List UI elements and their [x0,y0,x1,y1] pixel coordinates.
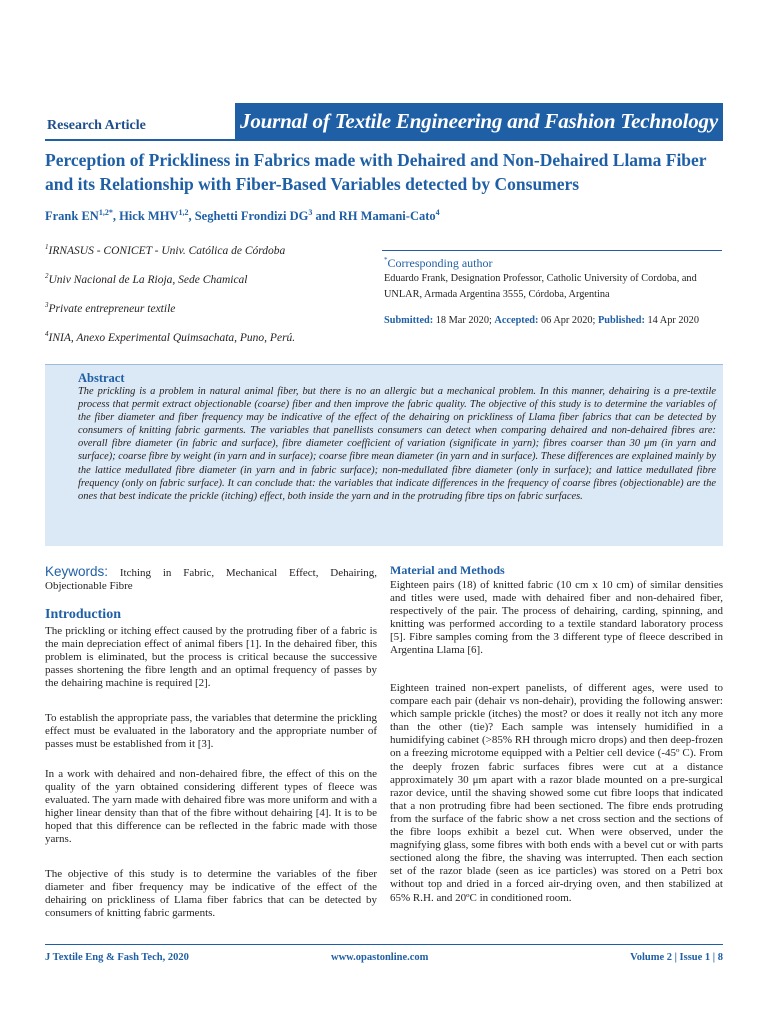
author-affiliation-mark: 1,2* [98,208,113,217]
journal-name-banner: Journal of Textile Engineering and Fashion Technology [235,103,723,139]
footer-journal-citation: J Textile Eng & Fash Tech, 2020 [45,952,189,963]
author-name: Seghetti Frondizi DG [194,209,309,224]
introduction-heading: Introduction [45,607,121,622]
keywords [45,565,377,593]
author-affiliation-mark: 1,2 [178,208,189,217]
affiliation: $^2$Univ Nacional de La Rioja, Sede Chamical [45,272,248,286]
header-divider [45,139,723,141]
keywords-label: Keywords: [45,564,109,579]
corresponding-author-details: Eduardo Frank, Designation Professor, Catholic University of Cordoba, and UNLAR, Armada Argentina 3555, Córdoba, Argentina [384,273,697,300]
methods-paragraph: Eighteen pairs (18) of knitted fabric (10 cm x 10 cm) of similar densities and titles were used, made with dehaired fiber and non-dehaired fiber, respectively of the pair. The process of dehairing, carding, spinning, and knitting was performed according to a textile standard laboratory process [5]. Fibre samples coming from the 3 different type of fleece described in Argentina Llama [6]. [390,579,723,657]
footer-website-link[interactable]: www.opastonline.com [331,952,429,963]
journal-header [45,103,723,139]
introduction-paragraph: To establish the appropriate pass, the variables that determine the prickling effect must be evaluated in the laboratory and the appropriate number of passes must be established from it [3]. [45,712,377,751]
abstract-heading: Abstract [78,371,125,385]
author-name: RH Mamani-Cato [338,209,436,224]
corresponding-author-box [382,250,722,336]
footer-divider [45,944,723,945]
author-name: Hick MHV [119,209,179,224]
affiliation: $^1$IRNASUS - CONICET - Univ. Católica de Córdoba [45,243,286,257]
keywords-text: Itching in Fabric, Mechanical Effect, Dehairing, Objectionable Fibre [45,567,377,593]
author-affiliation-mark: 3 [308,208,313,217]
submitted-date: 18 Mar 2020; [435,315,492,326]
abstract-text: The prickling is a problem in natural animal fiber, but there is no an allergic but a mechanical problem. In this manner, dehairing is a pre-textile process that permit extract objectionable (coarse) fiber and then improve the fabric quality. The objective of this study is to determine the variables of the fiber diameter and fiber frequency may be indicative of the effect of the dehairing on prickliness of Llama fiber fabrics that can be detected by consumers of knitting fabric garments. The variables that panellists consumers can detect when comparing dehaired and non-dehaired fibres are: overall fibre diameter (in fabric and surface), fibre diameter coefficient of variation (significate in yarn); fibres coarser than 30 μm (in yarn and surface); coarse fibre by weight (in yarn and in surface); coarse fibre mean diameter (in yarn and in surface). These differences are explained mainly by the lattice medullated fibre diameter (in yarn and in fabric surface); non-medullated fibre diameter (only in surface); and lattice medullated fibre frequency (only on fabric surface). It can conclude that: the variables that indicate differences in the frequency of coarse fibres (objectionable) are the ones that best indicate the prickle (itching) effect, both inside the yarn and in the protruding fibre tips on fabric surfaces. [78,386,716,502]
author-name: Frank EN [45,209,99,224]
accepted-date: 06 Apr 2020; [541,315,596,326]
author-affiliation-mark: 4 [435,208,440,217]
introduction-paragraph: The objective of this study is to determine the variables of the fiber diameter and fiber frequency may be indicative of the effect of the dehairing on prickliness of Llama fiber fabrics that can be detected by consumers of knitting fabric garments. [45,868,377,920]
introduction-paragraph: In a work with dehaired and non-dehaired fibre, the effect of this on the quality of the yarn obtained considering different types of fleece was evaluated. The yarn made with dehaired fibre was more uniform and with a higher linear density than that of the fibre without dehairing [4]. It is to be hoped that this difference can be reflected in the fabric made with those yarns. [45,768,377,846]
affiliation: $^3$Private entrepreneur textile [45,301,176,315]
published-date: 14 Apr 2020 [647,315,699,326]
abstract-box [45,364,723,546]
paper-title: Perception of Prickliness in Fabrics made with Dehaired and Non-Dehaired Llama Fiber and its Relationship with Fiber-Based Variables detected by Consumers [45,150,707,194]
affiliation: $^4$INIA, Anexo Experimental Quimsachata, Puno, Perú. [45,330,296,344]
introduction-paragraph: The prickling or itching effect caused by the protruding fiber of a fabric is the main depreciation effect of animal fibers [1]. In the dehaired fiber, this problem is eliminated, but the process is critical because the successive passes shortening the fibre length and an optimal frequency of passes by the dehairing machine is required [2]. [45,625,377,690]
publication-dates: Submitted: 18 Mar 2020; Accepted: 06 Apr 2020; Published: 14 Apr 2020 [384,315,699,326]
author-list: Frank $EN^{1,2*}$, Hick MHV$^{1,2}$, Seghetti Frondizi $DG^3$ and RH Mamani-Cato$^4$ [45,208,440,224]
methods-paragraph: Eighteen trained non-expert panelists, of different ages, were used to compare each pair (dehair vs non-dehair), providing the following answer: which sample prickle (itches) the most? or does it really not itch any more than the other (tie)? Each sample was intensely humidified in a humidifying cabinet (>85% RH through micro drops) and then deep-frozen on a freezing microtome equipped with a Peltier cell device (-45º C). From the deeply frozen fabric surfaces fibres were cut at a distance approximately 30 μm apart with a razor blade mounted on a pre-surgical razor device, until the shaving showed some cut fibre loops that indicated that a non protruding fibre had been sectioned. The fibre ends protruding from the surface of the fabric show a net cross section and the sections of the fibre loops exhibit a bezel cut. When were observed, under the magnifying glass, some fibres with both ends with a bevel cut or with parts sectioned along the fibre, the shaving was interrupted. Then each section set of the razor blade (seen as ice particles) was stored on a Petri box without top and dried in a forced air-drying oven, and then stabilized at 65% R.H. and 20ºC in conditioned room. [390,682,723,904]
methods-heading: Material and Methods [390,563,505,577]
author-conjunction: and [315,209,336,224]
corresponding-author-heading: *Corresponding author [384,256,493,270]
article-type-label: Research Article [47,118,146,133]
footer-volume-page: Volume 2 | Issue 1 | 8 [630,952,723,963]
